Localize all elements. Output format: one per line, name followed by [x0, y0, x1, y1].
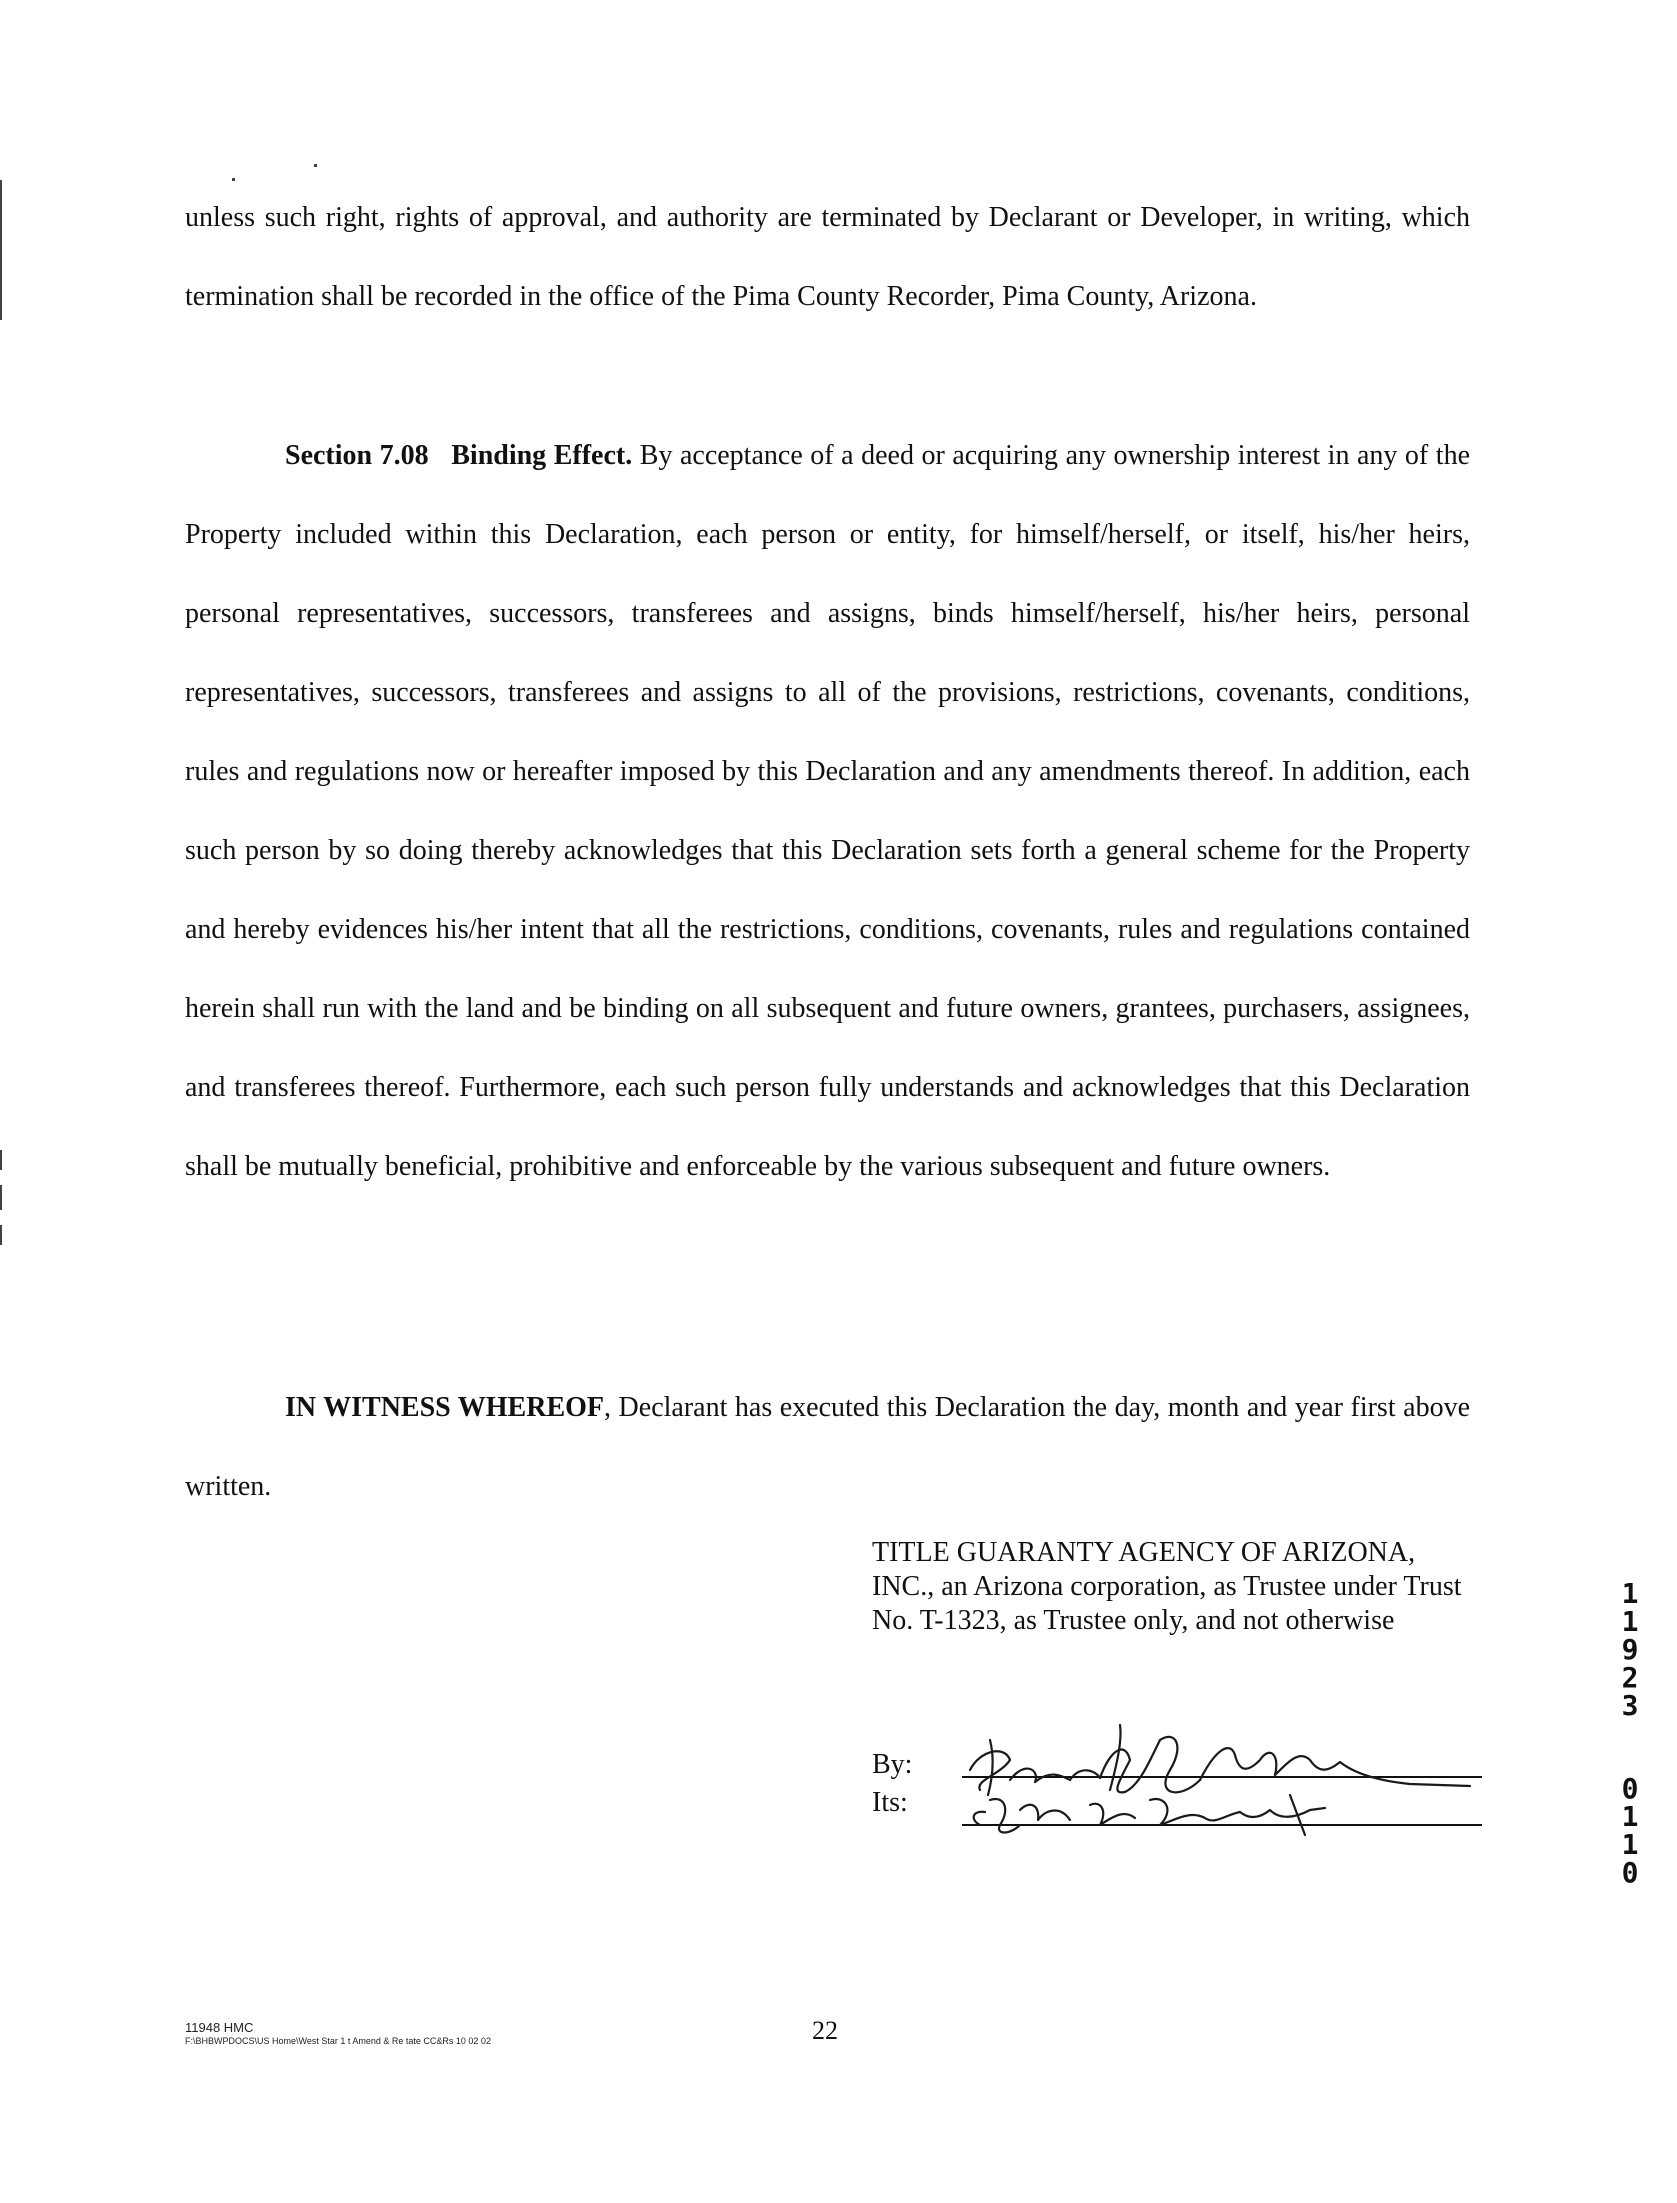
- section-title: Binding Effect.: [451, 440, 633, 471]
- signatory-entity: TITLE GUARANTY AGENCY OF ARIZONA, INC., an Arizona corporation, as Trustee under Trust No. T-1323, as Trustee only, and not otherwise: [872, 1537, 1462, 1636]
- docket-digit: 2: [1621, 1661, 1639, 1694]
- scan-speck: [314, 164, 317, 167]
- section-number: Section 7.08: [285, 440, 429, 471]
- docket-number-lower: [1615, 1772, 1645, 1889]
- footer-file-path: F:\BHBWPDOCS\US Home\West Star 1 t Amend & Re tate CC&Rs 10 02 02: [185, 2036, 491, 2046]
- scan-margin-mark: [0, 1225, 2, 1245]
- page-number: 22: [812, 2016, 838, 2045]
- paragraph-in-witness: [185, 1368, 1470, 1526]
- paragraph-section-7-08: [185, 416, 1470, 1206]
- section-body: By acceptance of a deed or acquiring any ownership interest in any of the Property included within this Declaration, each person or entity, for himself/herself, or itself, his/her heirs, personal representatives, successors, transferees and assigns, binds himself/herself, his/her heirs, personal representatives, successors, transferees and assigns to all of the provisions, restrictions, covenants, conditions, rules and regulations now or hereafter imposed by this Declaration and any amendments thereof. In addition, each such person by so doing thereby acknowledges that this Declaration sets forth a general scheme for the Property and hereby evidences his/her intent that all the restrictions, conditions, covenants, rules and regulations contained herein shall run with the land and be binding on all subsequent and future owners, grantees, purchasers, assignees, and transferees thereof. Furthermore, each such person fully understands and acknowledges that this Declaration shall be mutually beneficial, prohibitive and enforceable by the various subsequent and future owners.: [185, 440, 1470, 1182]
- scan-margin-mark: [0, 180, 2, 320]
- docket-digit: 3: [1621, 1689, 1639, 1722]
- by-label: By:: [872, 1749, 913, 1780]
- paragraph-continuation: unless such right, rights of approval, and authority are terminated by Declarant or Developer, in writing, which termination shall be recorded in the office of the Pima County Recorder, Pima County, Arizona.: [185, 202, 1470, 312]
- handwritten-signature: [950, 1700, 1490, 1850]
- its-label: Its:: [872, 1787, 908, 1818]
- in-witness-lead: IN WITNESS WHEREOF: [285, 1392, 605, 1423]
- docket-digit: 0: [1621, 1772, 1639, 1805]
- scan-margin-mark: [0, 1185, 2, 1210]
- scan-margin-mark: [0, 1150, 2, 1170]
- docket-number-upper: [1615, 1577, 1645, 1722]
- docket-digit: 9: [1621, 1633, 1639, 1666]
- footer-document-code: 11948 HMC: [185, 2020, 254, 2035]
- in-witness-body: , Declarant has executed this Declaration the day, month and year first above written.: [185, 1392, 1470, 1502]
- docket-digit: 1: [1621, 1828, 1639, 1861]
- docket-digit: 1: [1621, 1605, 1639, 1638]
- docket-digit: 1: [1621, 1800, 1639, 1833]
- docket-digit: 1: [1621, 1577, 1639, 1610]
- docket-digit: 0: [1621, 1856, 1639, 1889]
